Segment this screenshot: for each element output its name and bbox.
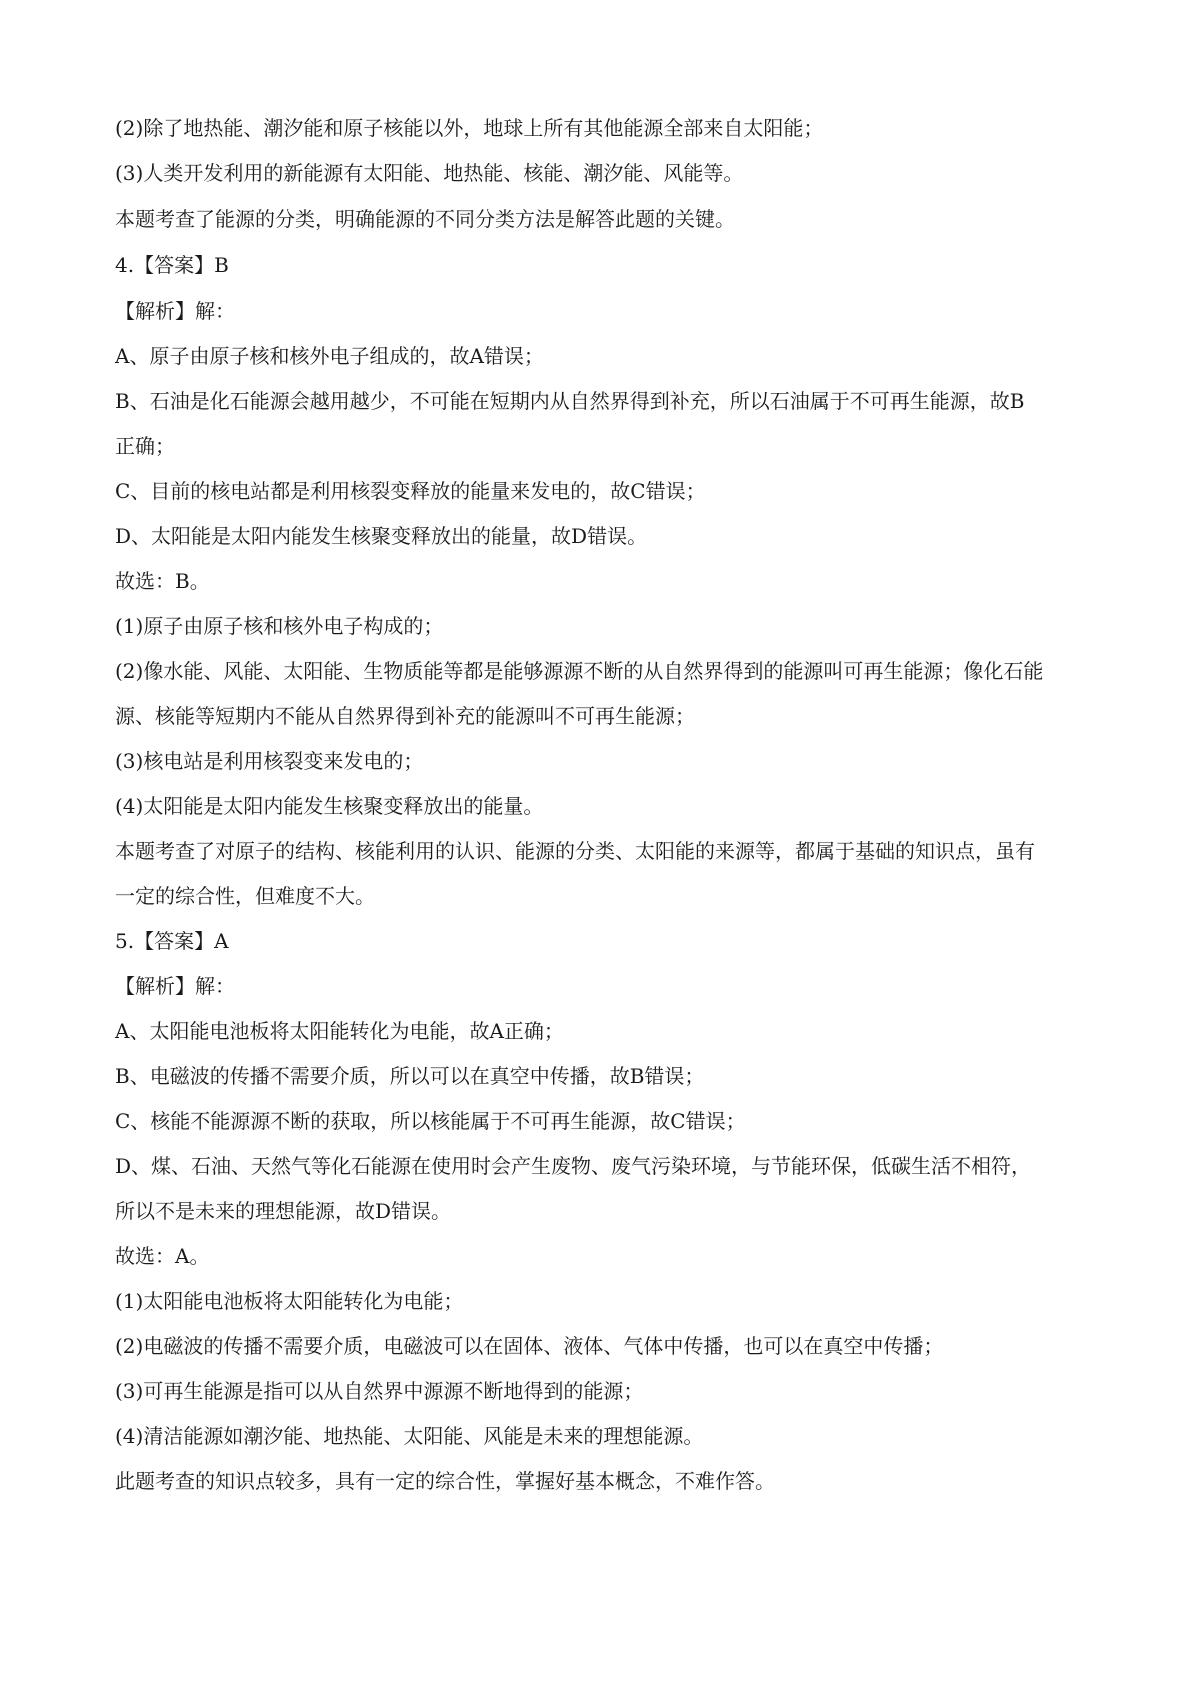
text-line: (4)清洁能源如潮汐能、地热能、太阳能、风能是未来的理想能源。 bbox=[115, 1424, 704, 1448]
text-line: C、目前的核电站都是利用核裂变释放的能量来发电的，故C错误； bbox=[115, 479, 706, 503]
text-line: 本题考查了对原子的结构、核能利用的认识、能源的分类、太阳能的来源等，都属于基础的知识点，虽有 bbox=[115, 839, 1035, 863]
text-line: 故选：B。 bbox=[115, 569, 210, 593]
text-line: 此题考查的知识点较多，具有一定的综合性，掌握好基本概念，不难作答。 bbox=[115, 1469, 775, 1493]
text-line: (2)电磁波的传播不需要介质，电磁波可以在固体、液体、气体中传播，也可以在真空中传播； bbox=[115, 1334, 944, 1358]
text-line: D、煤、石油、天然气等化石能源在使用时会产生废物、废气污染环境，与节能环保，低碳生活不相符， bbox=[115, 1154, 1032, 1178]
text-line: A、太阳能电池板将太阳能转化为电能，故A正确； bbox=[115, 1019, 564, 1043]
text-line: 一定的综合性，但难度不大。 bbox=[115, 884, 375, 908]
text-line: 所以不是未来的理想能源，故D错误。 bbox=[115, 1199, 452, 1223]
text-line: B、石油是化石能源会越用越少，不可能在短期内从自然界得到补充，所以石油属于不可再生能源，故B bbox=[115, 389, 1025, 413]
text-line: 本题考查了能源的分类，明确能源的不同分类方法是解答此题的关键。 bbox=[115, 207, 735, 231]
analysis-heading: 【解析】解： bbox=[115, 299, 235, 323]
text-line: A、原子由原子核和核外电子组成的，故A错误； bbox=[115, 344, 544, 368]
text-line: D、太阳能是太阳内能发生核聚变释放出的能量，故D错误。 bbox=[115, 524, 648, 548]
analysis-heading: 【解析】解： bbox=[115, 974, 235, 998]
text-line: (2)像水能、风能、太阳能、生物质能等都是能够源源不断的从自然界得到的能源叫可再生能源；像化石能 bbox=[115, 659, 1044, 683]
answer-heading-4: 4.【答案】B bbox=[115, 253, 229, 277]
answer-heading-5: 5.【答案】A bbox=[115, 929, 229, 953]
text-line: (1)原子由原子核和核外电子构成的； bbox=[115, 614, 444, 638]
text-line: (4)太阳能是太阳内能发生核聚变释放出的能量。 bbox=[115, 794, 544, 818]
text-line: 源、核能等短期内不能从自然界得到补充的能源叫不可再生能源； bbox=[115, 704, 695, 728]
text-line: (3)可再生能源是指可以从自然界中源源不断地得到的能源； bbox=[115, 1379, 644, 1403]
text-line: 正确； bbox=[115, 434, 175, 458]
text-line: (3)人类开发利用的新能源有太阳能、地热能、核能、潮汐能、风能等。 bbox=[115, 161, 744, 185]
text-line: (1)太阳能电池板将太阳能转化为电能； bbox=[115, 1289, 464, 1313]
text-line: (3)核电站是利用核裂变来发电的； bbox=[115, 749, 424, 773]
text-line: C、核能不能源源不断的获取，所以核能属于不可再生能源，故C错误； bbox=[115, 1109, 746, 1133]
text-line: (2)除了地热能、潮汐能和原子核能以外，地球上所有其他能源全部来自太阳能； bbox=[115, 116, 824, 140]
text-line: B、电磁波的传播不需要介质，所以可以在真空中传播，故B错误； bbox=[115, 1064, 705, 1088]
text-line: 故选：A。 bbox=[115, 1244, 210, 1268]
